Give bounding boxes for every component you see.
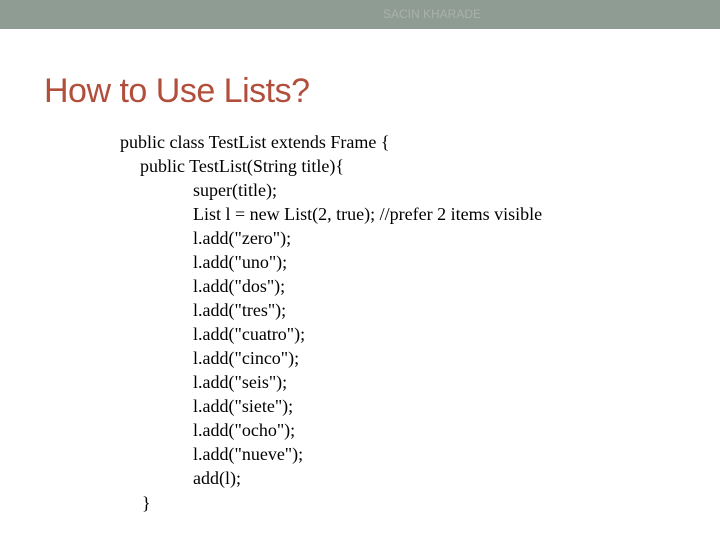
code-line: l.add("nueve"); (193, 444, 304, 464)
code-line: l.add("siete"); (193, 396, 294, 416)
code-line: public TestList(String title){ (140, 156, 345, 176)
code-line: l.add("uno"); (193, 252, 288, 272)
code-line: add(l); (193, 468, 241, 488)
code-line: l.add("zero"); (193, 228, 292, 248)
header-author: SACIN KHARADE (382, 7, 482, 21)
code-line: List l = new List(2, true); //prefer 2 items visible (193, 204, 543, 224)
code-line: l.add("ocho"); (193, 420, 296, 440)
code-line: l.add("seis"); (193, 372, 288, 392)
code-line: l.add("dos"); (193, 276, 286, 296)
code-line: public class TestList extends Frame { (120, 132, 390, 152)
code-line: super(title); (193, 180, 277, 200)
code-line: l.add("cinco"); (193, 348, 300, 368)
code-line: l.add("cuatro"); (193, 324, 306, 344)
code-line: } (142, 493, 151, 513)
slide-title: How to Use Lists? (44, 72, 310, 110)
code-line: l.add("tres"); (193, 300, 287, 320)
header-bar (0, 0, 720, 29)
